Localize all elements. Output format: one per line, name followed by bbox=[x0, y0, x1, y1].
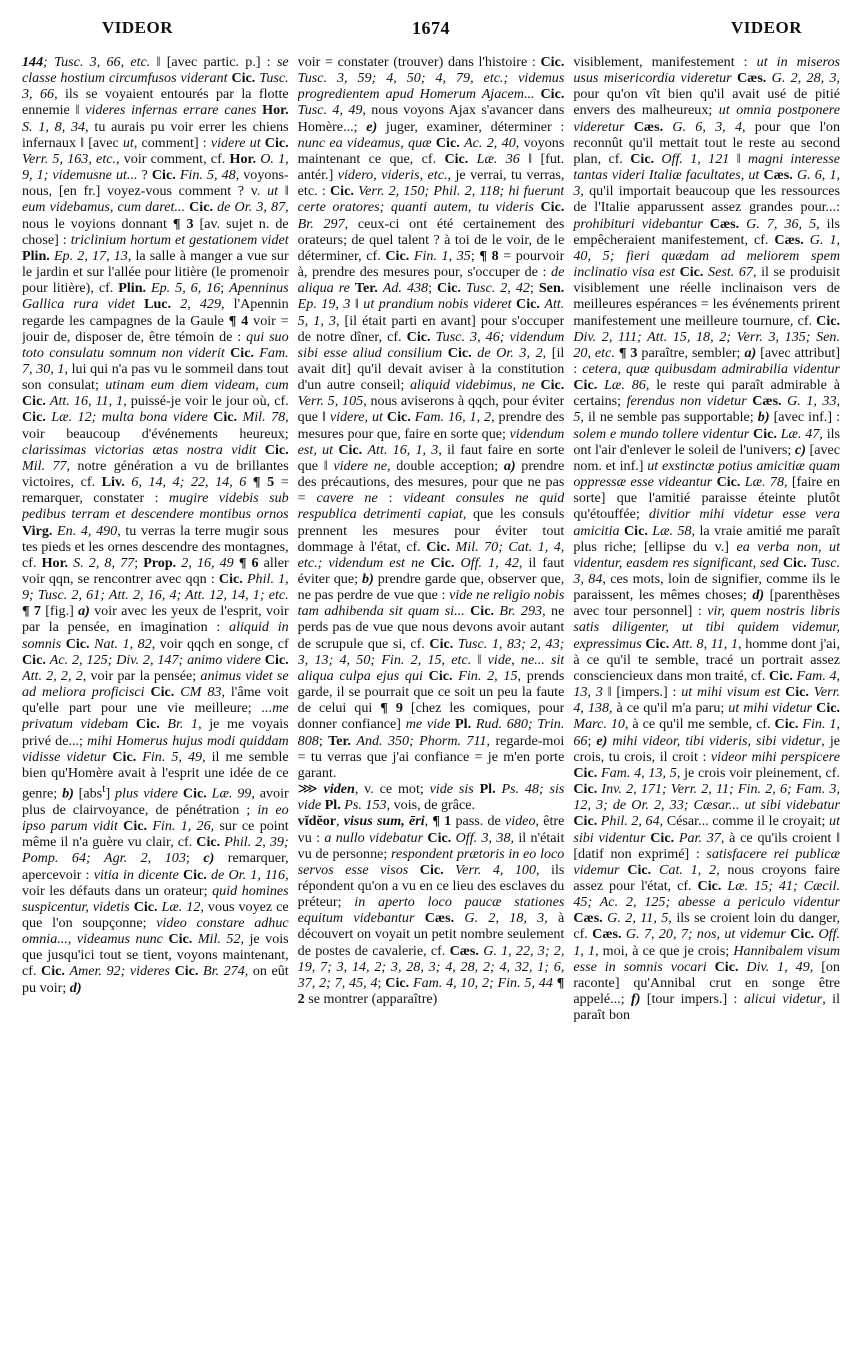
running-header bbox=[20, 18, 842, 48]
page-number: 1674 bbox=[412, 18, 450, 38]
header-headword-left: VIDEOR bbox=[102, 18, 174, 37]
column-right: visiblement, manifestement : ut in miseros usus misericordia videretur Cæs. G. 2, 28, 3, pour qu'on vît bien qu'il avait usé de pitié envers des malheureux; ut omnia postponere videretur Cæs. G. 6, 3, 4, pour que l'on reconnût qu'il mettait tout le reste au second plan, cf. Cic. Off. 1, 121 ‖ magni interesse tantas videri Italiæ facultates, ut Cæs. G. 6, 1, 3, qu'il importait beaucoup que les ressources de l'Italie apparussent assez grandes pour...: prohibituri videbantur Cæs. G. 7, 36, 5, ils empêcheraient manifestement, cf. Cæs. G. 1, 40, 5; fieri quædam ad meliorem spem inclinatio visa est Cic. Sest. 67, il se produisit visiblement une réelle inclinaison vers de meilleures espérances = les événements prirent manifestement une meilleure tournure, cf. Cic. Div. 2, 111; Att. 15, 18, 2; Verr. 3, 135; Sen. 20, etc. ¶ 3 paraître, sembler; a) [avec attribut] : cetera, quæ quibusdam admirabilia videntur Cic. Læ. 86, le reste qui paraît admirable à certains; ferendus non videtur Cæs. G. 1, 33, 5, il ne semble pas supportable; b) [avec inf.] : solem e mundo tollere videntur Cic. Læ. 47, ils ont l'air d'enlever le soleil de l'univers; c) [avec nom. et inf.] ut exstinctæ potius amicitiæ quam oppressæ esse videantur Cic. Læ. 78, [faire en sorte] que l'amitié paraisse éteinte plutôt qu'étouffée; divitior mihi videtur esse vera amicitia Cic. Læ. 58, la vraie amitié me paraît plus riche; [ellipse du v.] ea verba non, ut videntur, easdem res significant, sed Cic. Tusc. 3, 84, ces mots, loin de signifier, comme ils le paraissent, les mêmes choses; d) [parenthèses avec tour personnel] : vir, quem nostris libris satis diligenter, ut tibi quidem videmur, expressimus Cic. Att. 8, 11, 1, homme dont j'ai, à ce qu'il te semble, tracé un portrait assez consciencieux dans mon traité, cf. Cic. Fam. 4, 13, 3 ‖ [impers.] : ut mihi visum est Cic. Verr. 4, 138, à ce qu'il m'a paru; ut mihi videtur Cic. Marc. 10, à ce qu'il me semble, cf. Cic. Fin. 1, 66; e) mihi videor, tibi videris, sibi videtur, je crois, tu crois, il croit : videor mihi perspicere Cic. Fam. 4, 13, 5, je crois voir pleinement, cf. Cic. Inv. 2, 171; Verr. 2, 11; Fin. 2, 6; Fam. 3, 12, 3; de Or. 2, 33; Cæsar... ut sibi videbatur Cic. Phil. 2, 64, César... comme il le croyait; ut sibi videntur Cic. Par. 37, à ce qu'ils croient ‖ [datif non exprimé] : satisfacere rei publicæ videmur Cic. Cat. 1, 2, nous croyons faire assez pour l'état, cf. Cic. Læ. 15; 41; Cæcil. 45; Ac. 2, 125; abesse a periculo videntur Cæs. G. 2, 11, 5, ils se croient loin du danger, cf. Cæs. G. 7, 20, 7; nos, ut videmur Cic. Off. 1, 1, moi, à ce que je crois; Hannibalem visum esse in somnis vocari Cic. Div. 1, 49, [on raconte] qu'Annibal crut en songe être appelé...; f) [tour impers.] : alicui videtur, il paraît bon bbox=[573, 54, 841, 1024]
column-middle: voir = constater (trouver) dans l'histoire : Cic. Tusc. 3, 59; 4, 50; 4, 79, etc.; videmus progredientem apud Homerum Ajacem... Cic. Tusc. 4, 49, nous voyons Ajax s'avancer dans Homère...; e) juger, examiner, déterminer : nunc ea videamus, quæ Cic. Ac. 2, 40, voyons maintenant ce que, cf. Cic. Læ. 36 ‖ [fut. antér.] videro, videris, etc., je verrai, tu verras, etc. : Cic. Verr. 2, 150; Phil. 2, 118; hi fuerunt certe oratores; quanti autem, tu videris Cic. Br. 297, ceux-ci ont été certainement des orateurs; de quel talent ? à toi de le voir, de le déterminer, cf. Cic. Fin. 1, 35; ¶ 8 = pourvoir à, prendre des mesures pour, s'occuper de : de aliqua re Ter. Ad. 438; Cic. Tusc. 2, 42; Sen. Ep. 19, 3 ‖ ut prandium nobis videret Cic. Att. 5, 1, 3, [il était parti en avant] pour s'occuper de notre dîner, cf. Cic. Tusc. 3, 46; videndum sibi esse aliud consilium Cic. de Or. 3, 2, [il avait dit] qu'il devait aviser à la constitution d'un autre conseil; aliquid videbimus, ne Cic. Verr. 5, 105, nous aviserons à qqch, pour éviter que ‖ videre, ut Cic. Fam. 16, 1, 2, prendre des mesures pour que, faire en sorte que; videndum est, ut Cic. Att. 16, 1, 3, il faut faire en sorte que ‖ videre ne, double acception; a) prendre des précautions, des mesures, pour que ne pas = cavere ne : videant consules ne quid respublica detrimenti capiat, que les consuls prennent les mesures pour éviter tout dommage à l'état, cf. Cic. Mil. 70; Cat. 1, 4, etc.; videndum est ne Cic. Off. 1, 42, il faut éviter que; b) prendre garde que, observer que, ne pas perdre de vue que : vide ne religio nobis tam adhibenda sit quam si... Cic. Br. 293, ne perds pas de vue que nous devons avoir autant de scrupule que si, cf. Cic. Tusc. 1, 83; 2, 43; 3, 13; 4, 50; Fin. 2, 15, etc. ‖ vide, ne... sit aliqua culpa ejus qui Cic. Fin. 2, 15, prends garde, il se pourrait que ce soit un peu la faute de celui qui ¶ 9 [chez les comiques, pour donner confiance] me vide Pl. Rud. 680; Trin. 808; Ter. And. 350; Phorm. 711, regarde-moi = tu verras que j'ai confiance = je m'en porte garant. ⋙ viden, v. ce mot; vide sis Pl. Ps. 48; sis vide Pl. Ps. 153, vois, de grâce. vĭdĕor, visus sum, ēri, ¶ 1 pass. de video, être vu : a nullo videbatur Cic. Off. 3, 38, il n'était vu de personne; respondent prætoris in eo loco servos esse visos Cic. Verr. 4, 100, ils répondent qu'on a vu en ce lieu des esclaves du préteur; in aperto loco paucæ stationes equitum videbantur Cæs. G. 2, 18, 3, à découvert on voyait un petit nombre seulement de postes de cavalerie, cf. Cæs. G. 1, 22, 3; 2, 19, 7; 3, 14, 2; 3, 28, 3; 4, 28, 2; 4, 32, 1; 6, 37, 2; 7, 45, 4; Cic. Fam. 4, 10, 2; Fin. 5, 44 ¶ 2 se montrer (apparaître) bbox=[297, 54, 565, 1008]
header-headword-right: VIDEOR bbox=[730, 18, 802, 37]
column-left: 144; Tusc. 3, 66, etc. ‖ [avec partic. p.] : se classe hostium circumfusos viderant Cic. Tusc. 3, 66, ils se voyaient entourés par la flotte ennemie ‖ videres infernas errare canes Hor. S. 1, 8, 34, tu aurais pu voir errer les chiens infernaux ‖ [avec ut, comment] : videre ut Cic. Verr. 5, 163, etc., voir comment, cf. Hor. O. 1, 9, 1; videmusne ut... ? Cic. Fin. 5, 48, voyons-nous, [en fr.] voyez-vous comment ? v. ut ‖ eum videbamus, cum daret... Cic. de Or. 3, 87, nous le voyions donnant ¶ 3 [av. sujet n. de chose] : triclinium hortum et gestationem videt Plin. Ep. 2, 17, 13, la salle à manger a vue sur le jardin et sur l'allée pour litière (le promenoir pour litière), cf. Plin. Ep. 5, 6, 16; Apenninus Gallica rura videt Luc. 2, 429, l'Apennin regarde les campagnes de la Gaule ¶ 4 voir = jouir de, disposer de, être témoin de : qui suo toto consulatu somnum non viderit Cic. Fam. 7, 30, 1, lui qui n'a pas vu le sommeil dans tout son consulat; utinam eum diem videam, cum Cic. Att. 16, 11, 1, puissé-je voir le jour où, cf. Cic. Læ. 12; multa bona videre Cic. Mil. 78, voir beaucoup d'événements heureux; clarissimas victorias ætas nostra vidit Cic. Mil. 77, notre génération a vu de brillantes victoires, cf. Liv. 6, 14, 4; 22, 14, 6 ¶ 5 = remarquer, constater : mugire videbis sub pedibus terram et descendere montibus ornos Virg. En. 4, 490, tu verras la terre mugir sous tes pieds et les ornes descendre des montagnes, cf. Hor. S. 2, 8, 77; Prop. 2, 16, 49 ¶ 6 aller voir qqn, se rencontrer avec qqn : Cic. Phil. 1, 9; Tusc. 2, 61; Att. 2, 16, 4; Att. 12, 14, 1; etc. ¶ 7 [fig.] a) voir avec les yeux de l'esprit, voir par la pensée, en imagination : aliquid in somnis Cic. Nat. 1, 82, voir qqch en songe, cf Cic. Ac. 2, 125; Div. 2, 147; animo videre Cic. Att. 2, 2, 2, voir par la pensée; animus videt se ad meliora proficisci Cic. CM 83, l'âme voit qu'elle part pour une vie meilleure; ...me privatum videbam Cic. Br. 1, je me voyais privé de...; mihi Homerus hujus modi quiddam vidisse videtur Cic. Fin. 5, 49, il me semble bien qu'Homère avait à l'esprit une idée de ce genre; b) [abs$^t$] plus videre Cic. Læ. 99, avoir plus de clairvoyance, de pénétration ; in eo ipso parum vidit Cic. Fin. 1, 26, sur ce point même il n'a guère vu clair, cf. Cic. Phil. 2, 39; Pomp. 64; Agr. 2, 103; c) remarquer, apercevoir : vitia in dicente Cic. de Or. 1, 116, voir les défauts dans un orateur; quid homines suspicentur, videtis Cic. Læ. 12, vous voyez ce que l'on soupçonne; video constare adhuc omnia..., videamus nunc Cic. Mil. 52, je vois que jusqu'ici tout se tient, voyons maintenant, cf. Cic. Amer. 92; videres Cic. Br. 274, on eût pu voir; d) bbox=[22, 54, 289, 996]
text-columns bbox=[22, 54, 840, 1354]
